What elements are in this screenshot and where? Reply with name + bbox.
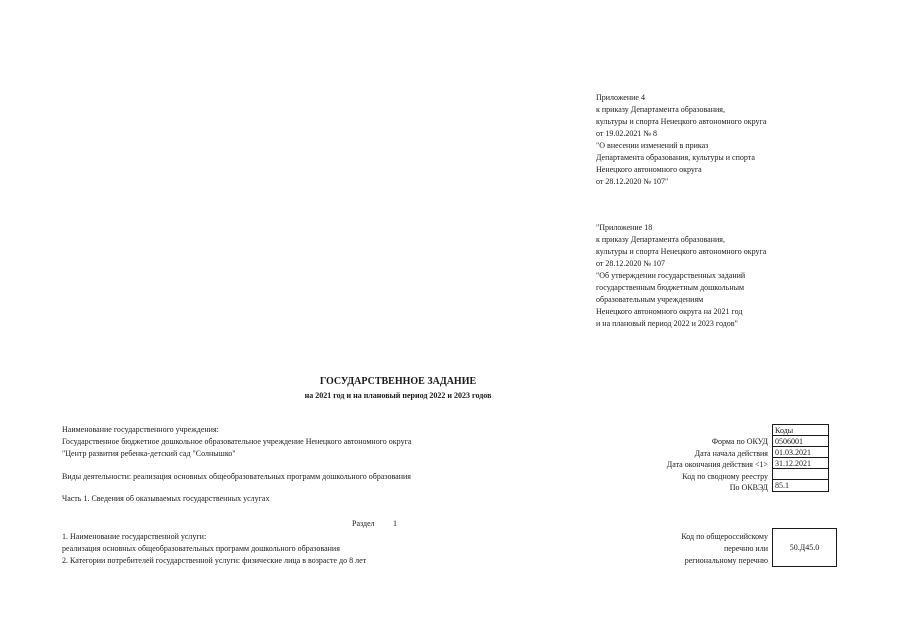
appendix-line: Департамента образования, культуры и спорта [596, 153, 755, 162]
code-value-okved: 85.1 [772, 479, 829, 492]
registry-code-label-1: Код по общероссийскому [681, 532, 768, 541]
activity-type: Виды деятельности: реализация основных общеобразовательных программ дошкольного образования [62, 472, 411, 481]
codes-header: Коды [772, 424, 829, 436]
appendix-line: "Приложение 18 [596, 223, 653, 232]
institution-full-name: Государственное бюджетное дошкольное образовательное учреждение Ненецкого автономного округа [62, 437, 412, 446]
appendix-line: культуры и спорта Ненецкого автономного округа [596, 117, 767, 126]
code-value-end-date: 31.12.2021 [772, 457, 829, 469]
registry-code-value: 50.Д45.0 [772, 528, 837, 567]
section-label: Раздел [352, 519, 375, 528]
appendix-line: Ненецкого автономного округа [596, 165, 702, 174]
appendix-line: к приказу Департамента образования, [596, 105, 725, 114]
code-label-end-date: Дата окончания действия <1> [666, 460, 768, 469]
code-label-start-date: Дата начала действия [694, 449, 768, 458]
code-value-okud: 0506001 [772, 435, 829, 447]
appendix-line: Приложение 4 [596, 93, 645, 102]
appendix-line: к приказу Департамента образования, [596, 235, 725, 244]
appendix-line: образовательным учреждениям [596, 295, 704, 304]
part-heading: Часть 1. Сведения об оказываемых государственных услугах [62, 494, 270, 503]
institution-short-name: "Центр развития ребенка-детский сад "Солнышко" [62, 449, 236, 458]
section-number: 1 [393, 519, 397, 528]
institution-label: Наименование государственного учреждения: [62, 425, 219, 434]
service-name: реализация основных общеобразовательных программ дошкольного образования [62, 544, 340, 553]
registry-code-label-2: перечню или [723, 544, 768, 553]
appendix-line: от 19.02.2021 № 8 [596, 129, 658, 138]
code-label-okud: Форма по ОКУД [711, 437, 768, 446]
document-subtitle: на 2021 год и на плановый период 2022 и 2023 годов [304, 391, 492, 400]
appendix-18-block [596, 222, 856, 330]
code-label-registry: Код по сводному реестру [682, 472, 768, 481]
appendix-line: и на плановый период 2022 и 2023 годов" [596, 319, 738, 328]
document-title: ГОСУДАРСТВЕННОЕ ЗАДАНИЕ [319, 376, 477, 387]
appendix-line: от 28.12.2020 № 107 [596, 259, 666, 268]
registry-code-label-3: региональному перечню [684, 556, 768, 565]
code-label-okved: По ОКВЭД [729, 483, 768, 492]
appendix-line: культуры и спорта Ненецкого автономного округа [596, 247, 767, 256]
appendix-line: "О внесении изменений в приказ [596, 141, 709, 150]
appendix-line: Ненецкого автономного округа на 2021 год [596, 307, 743, 316]
appendix-4-block [596, 92, 856, 188]
appendix-line: "Об утверждении государственных заданий [596, 271, 746, 280]
appendix-line: от 28.12.2020 № 107" [596, 177, 669, 186]
code-value-start-date: 01.03.2021 [772, 446, 829, 458]
appendix-line: государственным бюджетным дошкольным [596, 283, 745, 292]
consumer-categories: 2. Категории потребителей государственной услуги: физические лица в возрасте до 8 лет [62, 556, 367, 565]
service-label: 1. Наименование государственной услуги: [62, 532, 207, 541]
